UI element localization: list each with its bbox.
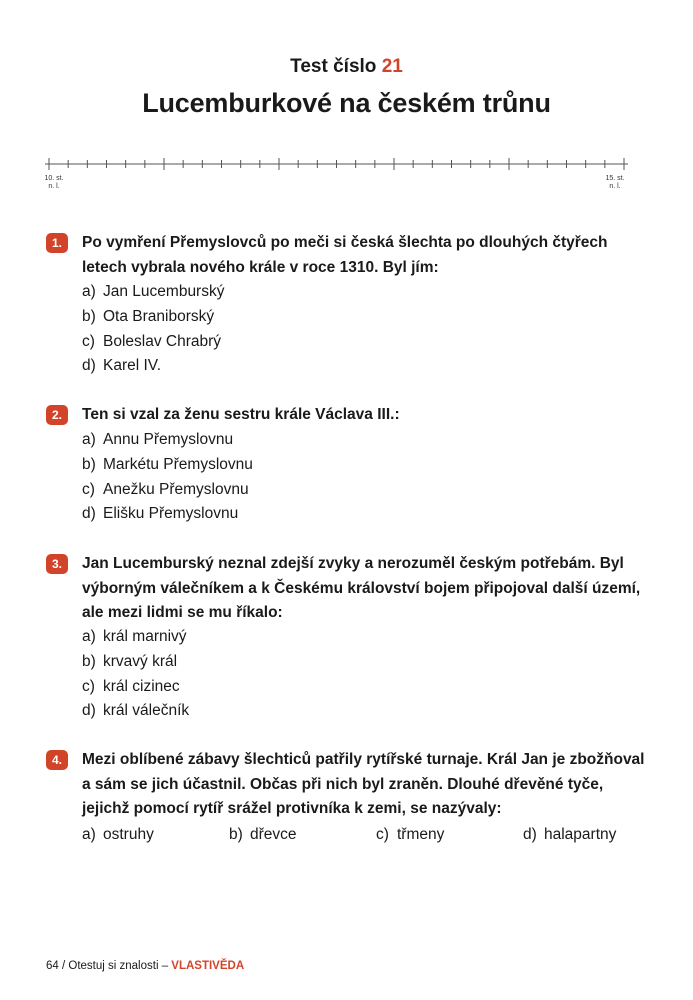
- question-number-badge: 3.: [46, 554, 68, 574]
- option-text: ostruhy: [103, 826, 154, 843]
- options-list: [82, 428, 253, 527]
- options-row: [82, 823, 647, 847]
- option-letter: d): [82, 357, 96, 375]
- option-letter: c): [376, 826, 389, 843]
- question-text: Mezi oblíbené zábavy šlechticů patřily rytířské turnaje. Král Jan je zbožňoval a sám se jich účastnil. Občas při nich byl zraněn. Dlouhé dřevěné tyče, jejichž pomocí rytíř srážel protivníka k zemi, se nazývaly:: [82, 751, 645, 817]
- option-text: třmeny: [397, 826, 445, 843]
- options-list: [82, 625, 189, 724]
- option-b[interactable]: [82, 305, 224, 330]
- footer-brand: VLASTIVĚDA: [171, 960, 245, 972]
- question-text: Jan Lucemburský neznal zdejší zvyky a nerozuměl českým potřebám. Byl výborným válečníkem a k Českému království bojem připojoval další území, ale mezi lidmi se mu říkalo:: [82, 555, 641, 621]
- option-letter: d): [82, 702, 96, 720]
- test-number: 21: [381, 56, 403, 77]
- question-number-badge: 1.: [46, 233, 68, 253]
- timeline-start-label: [41, 175, 67, 191]
- option-letter: d): [523, 826, 537, 843]
- page-title: Lucemburkové na českém trůnu: [142, 88, 551, 118]
- option-c[interactable]: [82, 478, 253, 503]
- option-d[interactable]: [82, 354, 224, 379]
- option-text: Markétu Přemyslovnu: [103, 455, 253, 473]
- option-b[interactable]: [82, 453, 253, 478]
- option-letter: a): [82, 431, 96, 448]
- option-text: Jan Lucemburský: [103, 283, 225, 300]
- option-letter: b): [82, 307, 96, 325]
- option-d[interactable]: [82, 699, 189, 724]
- option-letter: c): [82, 677, 95, 695]
- option-a[interactable]: [82, 428, 253, 453]
- option-letter: b): [229, 826, 243, 843]
- option-text: Anežku Přemyslovnu: [103, 480, 249, 498]
- question-text: Po vymření Přemyslovců po meči si česká šlechta po dlouhých čtyřech letech vybrala nového krále v roce 1310. Byl jím:: [82, 234, 608, 276]
- option-text: halapartny: [544, 826, 617, 843]
- option-text: král válečník: [103, 702, 190, 720]
- timeline-end-line2: n. l.: [609, 183, 621, 190]
- option-c[interactable]: [82, 330, 224, 355]
- option-b[interactable]: [82, 650, 189, 675]
- option-a[interactable]: [82, 280, 224, 305]
- test-label: Test číslo: [290, 56, 377, 77]
- option-text: Ota Braniborský: [103, 307, 215, 325]
- option-text: krvavý král: [103, 652, 178, 670]
- option-c[interactable]: [82, 675, 189, 700]
- option-text: král marnivý: [103, 628, 187, 645]
- footer-page-info: 64 / Otestuj si znalosti –: [46, 960, 169, 972]
- question-number-badge: 2.: [46, 405, 68, 425]
- timeline-end-label: [602, 175, 628, 191]
- question-number-badge: 4.: [46, 750, 68, 770]
- option-text: Boleslav Chrabrý: [103, 332, 222, 350]
- option-letter: a): [82, 628, 96, 645]
- timeline: [45, 155, 630, 195]
- options-list: [82, 280, 224, 379]
- timeline-start-line2: n. l.: [48, 183, 60, 190]
- option-d[interactable]: [523, 823, 616, 847]
- test-heading: [0, 56, 693, 78]
- option-text: Annu Přemyslovnu: [103, 431, 234, 448]
- option-letter: c): [82, 480, 95, 498]
- page-footer: [46, 960, 244, 972]
- timeline-axis: [45, 155, 630, 175]
- option-b[interactable]: [229, 823, 297, 847]
- option-letter: b): [82, 652, 96, 670]
- option-letter: c): [82, 332, 95, 350]
- option-text: dřevce: [250, 826, 297, 843]
- option-d[interactable]: [82, 502, 253, 527]
- option-text: Karel IV.: [103, 357, 162, 375]
- option-letter: b): [82, 455, 96, 473]
- option-a[interactable]: [82, 625, 189, 650]
- option-text: Elišku Přemyslovnu: [103, 505, 239, 523]
- option-letter: a): [82, 283, 96, 300]
- timeline-end-line1: 15. st.: [605, 175, 625, 182]
- option-letter: a): [82, 826, 96, 843]
- option-a[interactable]: [82, 823, 154, 847]
- option-text: král cizinec: [103, 677, 180, 695]
- timeline-start-line1: 10. st.: [44, 175, 64, 182]
- option-letter: d): [82, 505, 96, 523]
- question-text: Ten si vzal za ženu sestru krále Václava III.:: [82, 406, 400, 423]
- option-c[interactable]: [376, 823, 444, 847]
